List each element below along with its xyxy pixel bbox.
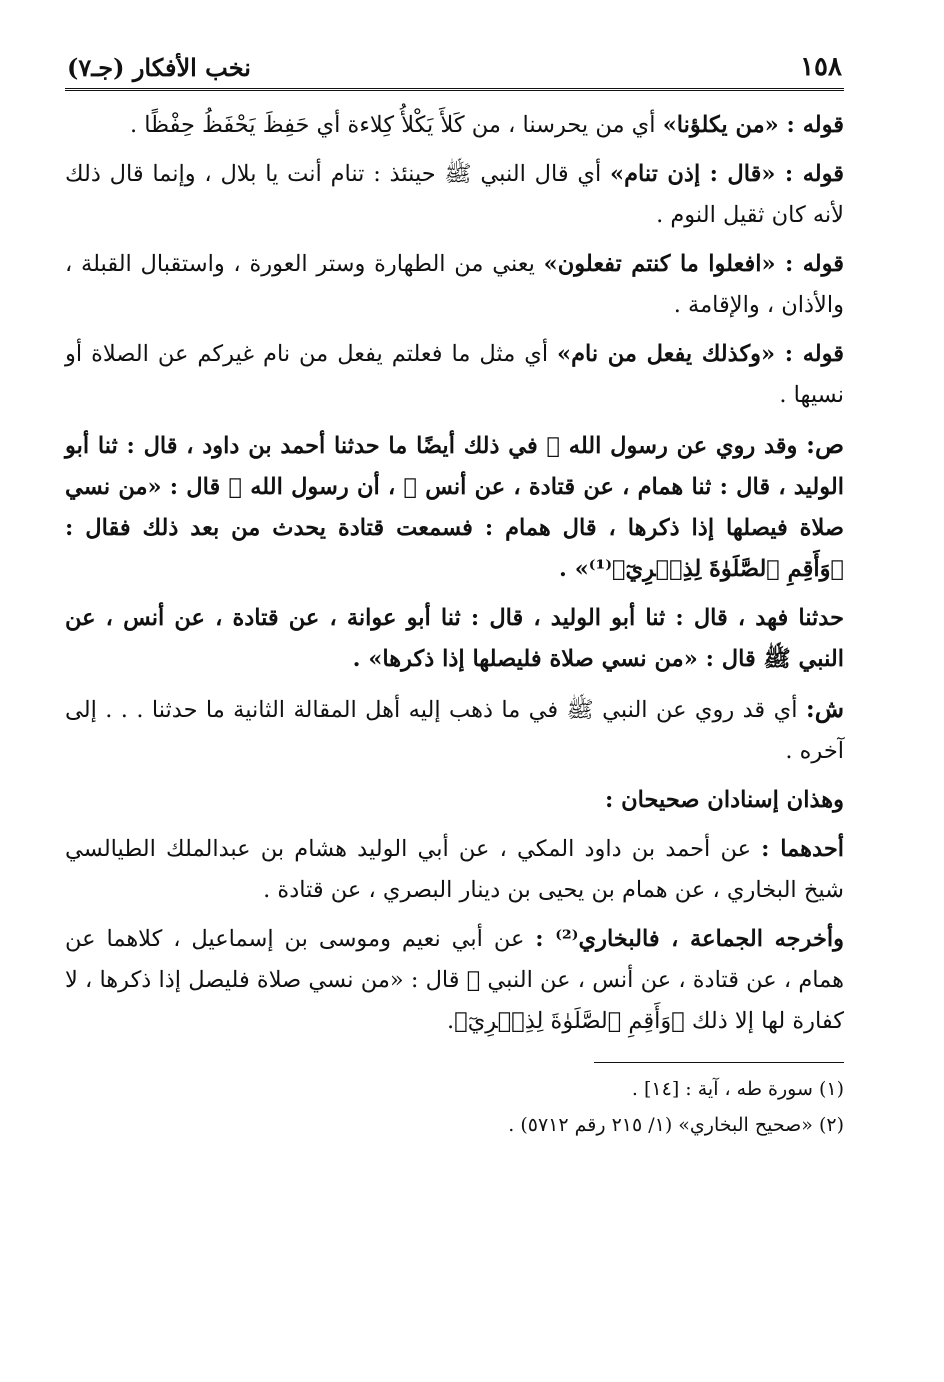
paragraph-lead: قوله : «افعلوا ما كنتم تفعلون»	[543, 251, 844, 277]
paragraph-text: عن أبي نعيم وموسى بن إسماعيل ، كلاهما عن همام ، عن قتادة ، عن أنس ، عن النبي ﷺ قال : «من نسي صلاة فليصل إذا ذكرها ، لا كفارة لها إلا ذلك ﴿وَأَقِمِ ٱلصَّلَوٰةَ لِذِكۡرِيٓ﴾.	[65, 926, 844, 1034]
paragraph-text: حدثنا فهد ، قال : ثنا أبو الوليد ، قال : ثنا أبو عوانة ، عن قتادة ، عن أنس ، عن النبي ﷺ قال : «من نسي صلاة فليصلها إذا ذكرها» .	[65, 605, 844, 672]
paragraph-lead: قوله : «قال : إذن تنام»	[610, 161, 844, 187]
paragraph-text: أي قد روي عن النبي ﷺ في ما ذهب إليه أهل المقالة الثانية ما حدثنا . . . إلى آخره .	[65, 697, 844, 764]
page-number: ١٥٨	[800, 52, 842, 82]
paragraph-lead: أحدهما :	[761, 836, 844, 862]
paragraph-5-sad	[65, 424, 844, 590]
footnote-1: (١) سورة طه ، آية : [١٤] .	[631, 1078, 844, 1100]
paragraph-text: أي قال النبي ﷺ حينئذ : تنام أنت يا بلال ، وإنما قال ذلك لأنه كان ثقيل النوم .	[65, 161, 844, 228]
paragraph-lead: قوله : «من يكلؤنا»	[662, 112, 844, 138]
paragraph-9	[65, 829, 844, 911]
paragraph-2	[65, 154, 844, 236]
paragraph-text: وهذان إسنادان صحيحان :	[605, 787, 844, 813]
paragraph-3	[65, 244, 844, 326]
paragraph-text: عن أحمد بن داود المكي ، عن أبي الوليد هشام بن عبدالملك الطيالسي شيخ البخاري ، عن همام بن يحيى بن دينار البصري ، عن قتادة .	[65, 836, 844, 903]
paragraph-lead: وأخرجه الجماعة ، فالبخاري⁽²⁾ :	[535, 926, 844, 952]
page-header	[65, 42, 844, 91]
footnote-2: (٢) «صحيح البخاري» (١/ ٢١٥ رقم ٥٧١٢) .	[508, 1114, 844, 1136]
sad-marker: ص:	[806, 430, 844, 459]
paragraph-text: وقد روي عن رسول الله ﷺ في ذلك أيضًا ما حدثنا أحمد بن داود ، قال : ثنا أبو الوليد ، قال : ثنا همام ، عن قتادة ، عن أنس ؓ ، أن رسول الله ﷺ قال : «من نسي صلاة فيصلها إذا ذكرها ، قال همام : فسمعت قتادة يحدث من بعد ذلك فقال : ﴿وَأَقِمِ ٱلصَّلَوٰةَ لِذِكۡرِيٓ﴾⁽¹⁾» .	[65, 433, 844, 582]
paragraph-text: أي مثل ما فعلتم يفعل من نام غيركم عن الصلاة أو نسيها .	[65, 341, 844, 408]
paragraph-10	[65, 919, 844, 1042]
page-body	[65, 105, 844, 1143]
paragraph-4	[65, 334, 844, 416]
paragraph-7-shin	[65, 688, 844, 772]
paragraph-1	[65, 105, 844, 146]
paragraph-6	[65, 598, 844, 680]
running-title: نخب الأفكار (جـ٧)	[67, 53, 251, 82]
shin-marker: ش:	[805, 694, 844, 723]
paragraph-lead: قوله : «وكذلك يفعل من نام»	[557, 341, 844, 367]
paragraph-text: يعني من الطهارة وستر العورة ، واستقبال القبلة ، والأذان ، والإقامة .	[65, 251, 844, 318]
footnote-separator	[594, 1062, 844, 1063]
paragraph-text: أي من يحرسنا ، من كَلأَ يَكْلأُ كِلاءة أي حَفِظَ يَحْفَظُ حِفْظًا .	[129, 112, 663, 138]
paragraph-8	[65, 780, 844, 821]
